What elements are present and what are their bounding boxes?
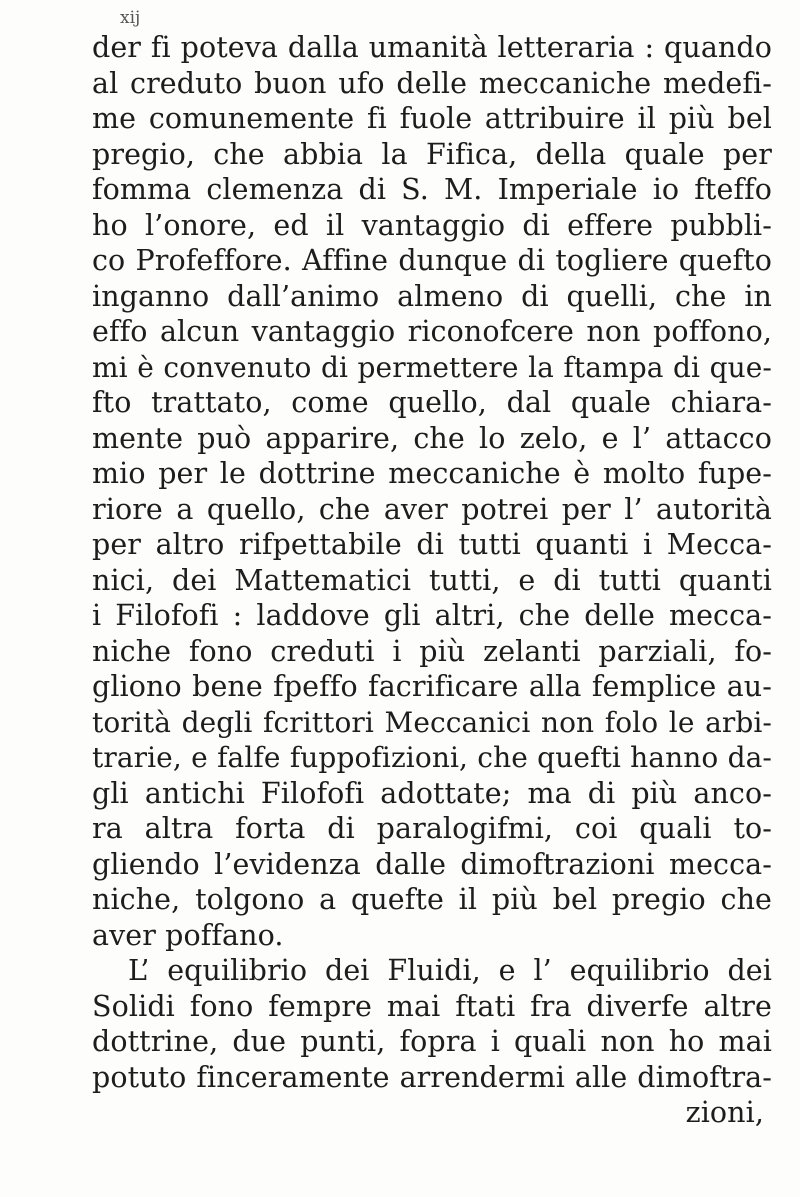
text-line: ra altra forta di paralogifmi, coi quali to-	[92, 812, 772, 845]
text-line: gli antichi Filofofi adottate; ma di più anco-	[92, 776, 772, 810]
text-line: Solidi fono fempre mai ftati fra diverfe altre	[92, 989, 772, 1023]
text-line: torità degli fcrittori Meccanici non folo le arbi-	[92, 705, 772, 739]
text-line: trarie, e falfe fuppofizioni, che quefti hanno da-	[92, 741, 772, 774]
text-line: L’ equilibrio dei Fluidi, e l’ equilibrio dei	[128, 954, 772, 987]
text-line: co Profeffore. Affine dunque di togliere quefto	[92, 244, 772, 277]
catchword: zioni,	[685, 1096, 764, 1129]
text-line: mi è convenuto di permettere la ftampa di que-	[92, 350, 772, 384]
text-line: niche fono creduti i più zelanti parziali, fo-	[92, 634, 772, 668]
text-line: der fi poteva dalla umanità letteraria : quando	[92, 31, 772, 64]
text-line: aver poffano.	[92, 918, 284, 952]
body-text	[92, 30, 772, 1131]
text-line: per altro rifpettabile di tutti quanti i Mecca-	[92, 528, 772, 561]
text-line: ho l’onore, ed il vantaggio di effere pubbli-	[92, 208, 772, 242]
text-line: nici, dei Mattematici tutti, e di tutti quanti	[92, 563, 772, 597]
text-line: al creduto buon ufo delle meccaniche medefi-	[92, 66, 772, 100]
text-line: potuto finceramente arrendermi alle dimoftra-	[92, 1060, 772, 1094]
page-number: xij	[120, 8, 141, 28]
text-line: gliendo l’evidenza dalle dimoftrazioni mecca-	[92, 847, 772, 881]
text-line: gliono bene fpeffo facrificare alla femplice au-	[92, 670, 772, 703]
text-line: niche, tolgono a quefte il più bel pregio che	[92, 883, 772, 916]
text-line: i Filofofi : laddove gli altri, che delle mecca-	[92, 599, 772, 632]
text-line: dottrine, due punti, fopra i quali non ho mai	[92, 1025, 772, 1058]
text-line: effo alcun vantaggio riconofcere non poffono,	[92, 315, 772, 348]
text-line: riore a quello, che aver potrei per l’ autorità	[92, 492, 772, 526]
text-line: mio per le dottrine meccaniche è molto fupe-	[92, 457, 772, 490]
text-line: fto trattato, come quello, dal quale chiara-	[92, 386, 772, 419]
text-line: fomma clemenza di S. M. Imperiale io fteffo	[92, 173, 772, 206]
text-line: pregio, che abbia la Fifica, della quale per	[92, 137, 772, 171]
text-line: mente può apparire, che lo zelo, e l’ attacco	[92, 421, 772, 455]
text-line: me comunemente fi fuole attribuire il più bel	[92, 102, 772, 135]
text-line: inganno dall’animo almeno di quelli, che in	[92, 279, 772, 313]
